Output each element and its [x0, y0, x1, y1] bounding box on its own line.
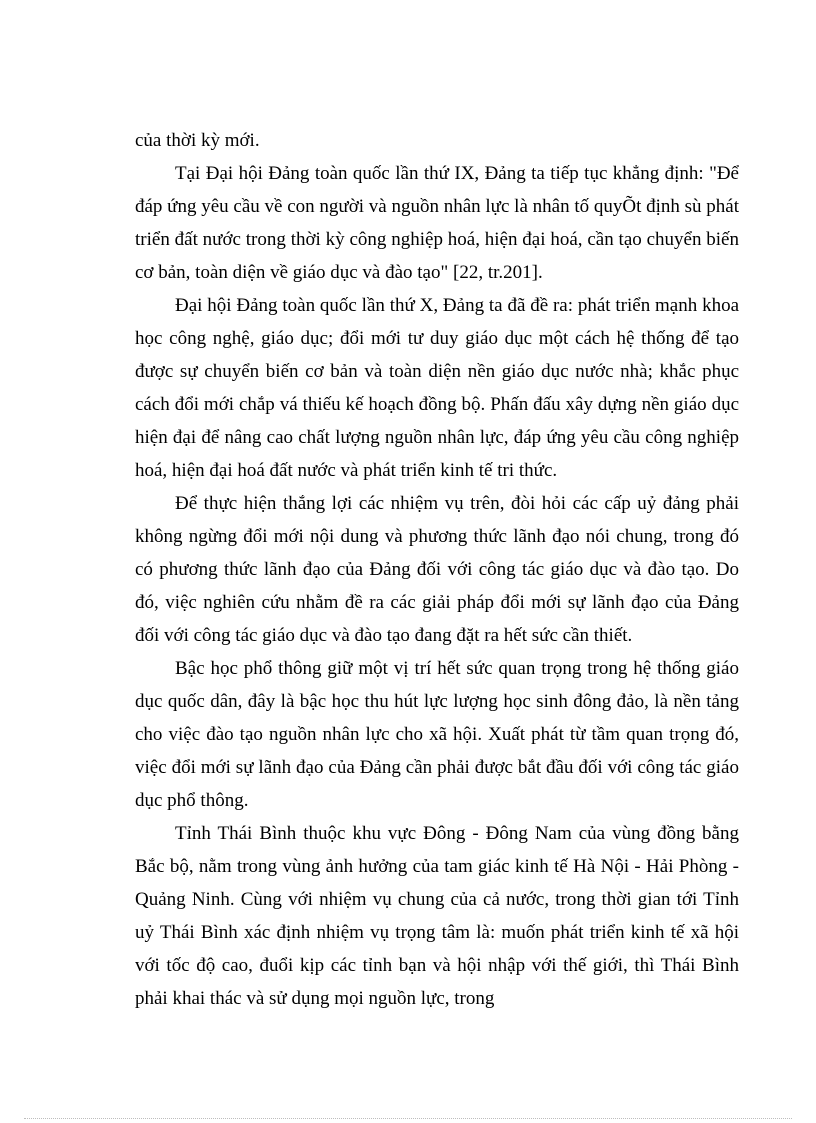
document-body [135, 124, 739, 1015]
paragraph-congress-ix: Tại Đại hội Đảng toàn quốc lần thứ IX, Đảng ta tiếp tục khẳng định: "Để đáp ứng yêu cầu về con người và nguồn nhân lực là nhân tố quyÕt định sù phát triển đất nước trong thời kỳ công nghiệp hoá, hiện đại hoá, cần tạo chuyển biến cơ bản, toàn diện về giáo dục và đào tạo" [22, tr.201]. [135, 163, 739, 283]
paragraph-congress-x: Đại hội Đảng toàn quốc lần thứ X, Đảng ta đã đề ra: phát triển mạnh khoa học công nghệ, giáo dục; đổi mới tư duy giáo dục một cách hệ thống để tạo được sự chuyển biến cơ bản và toàn diện nền giáo dục nước nhà; khắc phục cách đổi mới chắp vá thiếu kế hoạch đồng bộ. Phấn đấu xây dựng nền giáo dục hiện đại để nâng cao chất lượng nguồn nhân lực, đáp ứng yêu cầu công nghiệp hoá, hiện đại hoá đất nước và phát triển kinh tế tri thức. [135, 295, 739, 481]
paragraph-continuation: của thời kỳ mới. [135, 130, 260, 151]
page-bottom-divider [24, 1118, 792, 1119]
paragraph-general-education: Bậc học phổ thông giữ một vị trí hết sức quan trọng trong hệ thống giáo dục quốc dân, đây là bậc học thu hút lực lượng học sinh đông đảo, là nền tảng cho việc đào tạo nguồn nhân lực cho xã hội. Xuất phát từ tầm quan trọng đó, việc đổi mới sự lãnh đạo của Đảng cần phải được bắt đầu đối với công tác giáo dục phổ thông. [135, 658, 739, 811]
paragraph-thai-binh: Tỉnh Thái Bình thuộc khu vực Đông - Đông Nam của vùng đồng bằng Bắc bộ, nằm trong vùng ảnh hưởng của tam giác kinh tế Hà Nội - Hải Phòng - Quảng Ninh. Cùng với nhiệm vụ chung của cả nước, trong thời gian tới Tỉnh uỷ Thái Bình xác định nhiệm vụ trọng tâm là: muốn phát triển kinh tế xã hội với tốc độ cao, đuổi kịp các tỉnh bạn và hội nhập với thế giới, thì Thái Bình phải khai thác và sử dụng mọi nguồn lực, trong [135, 823, 739, 1009]
paragraph-leadership-renewal: Để thực hiện thắng lợi các nhiệm vụ trên, đòi hỏi các cấp uỷ đảng phải không ngừng đổi mới nội dung và phương thức lãnh đạo nói chung, trong đó có phương thức lãnh đạo của Đảng đối với công tác giáo dục và đào tạo. Do đó, việc nghiên cứu nhằm đề ra các giải pháp đổi mới sự lãnh đạo của Đảng đối với công tác giáo dục và đào tạo đang đặt ra hết sức cần thiết. [135, 493, 739, 646]
